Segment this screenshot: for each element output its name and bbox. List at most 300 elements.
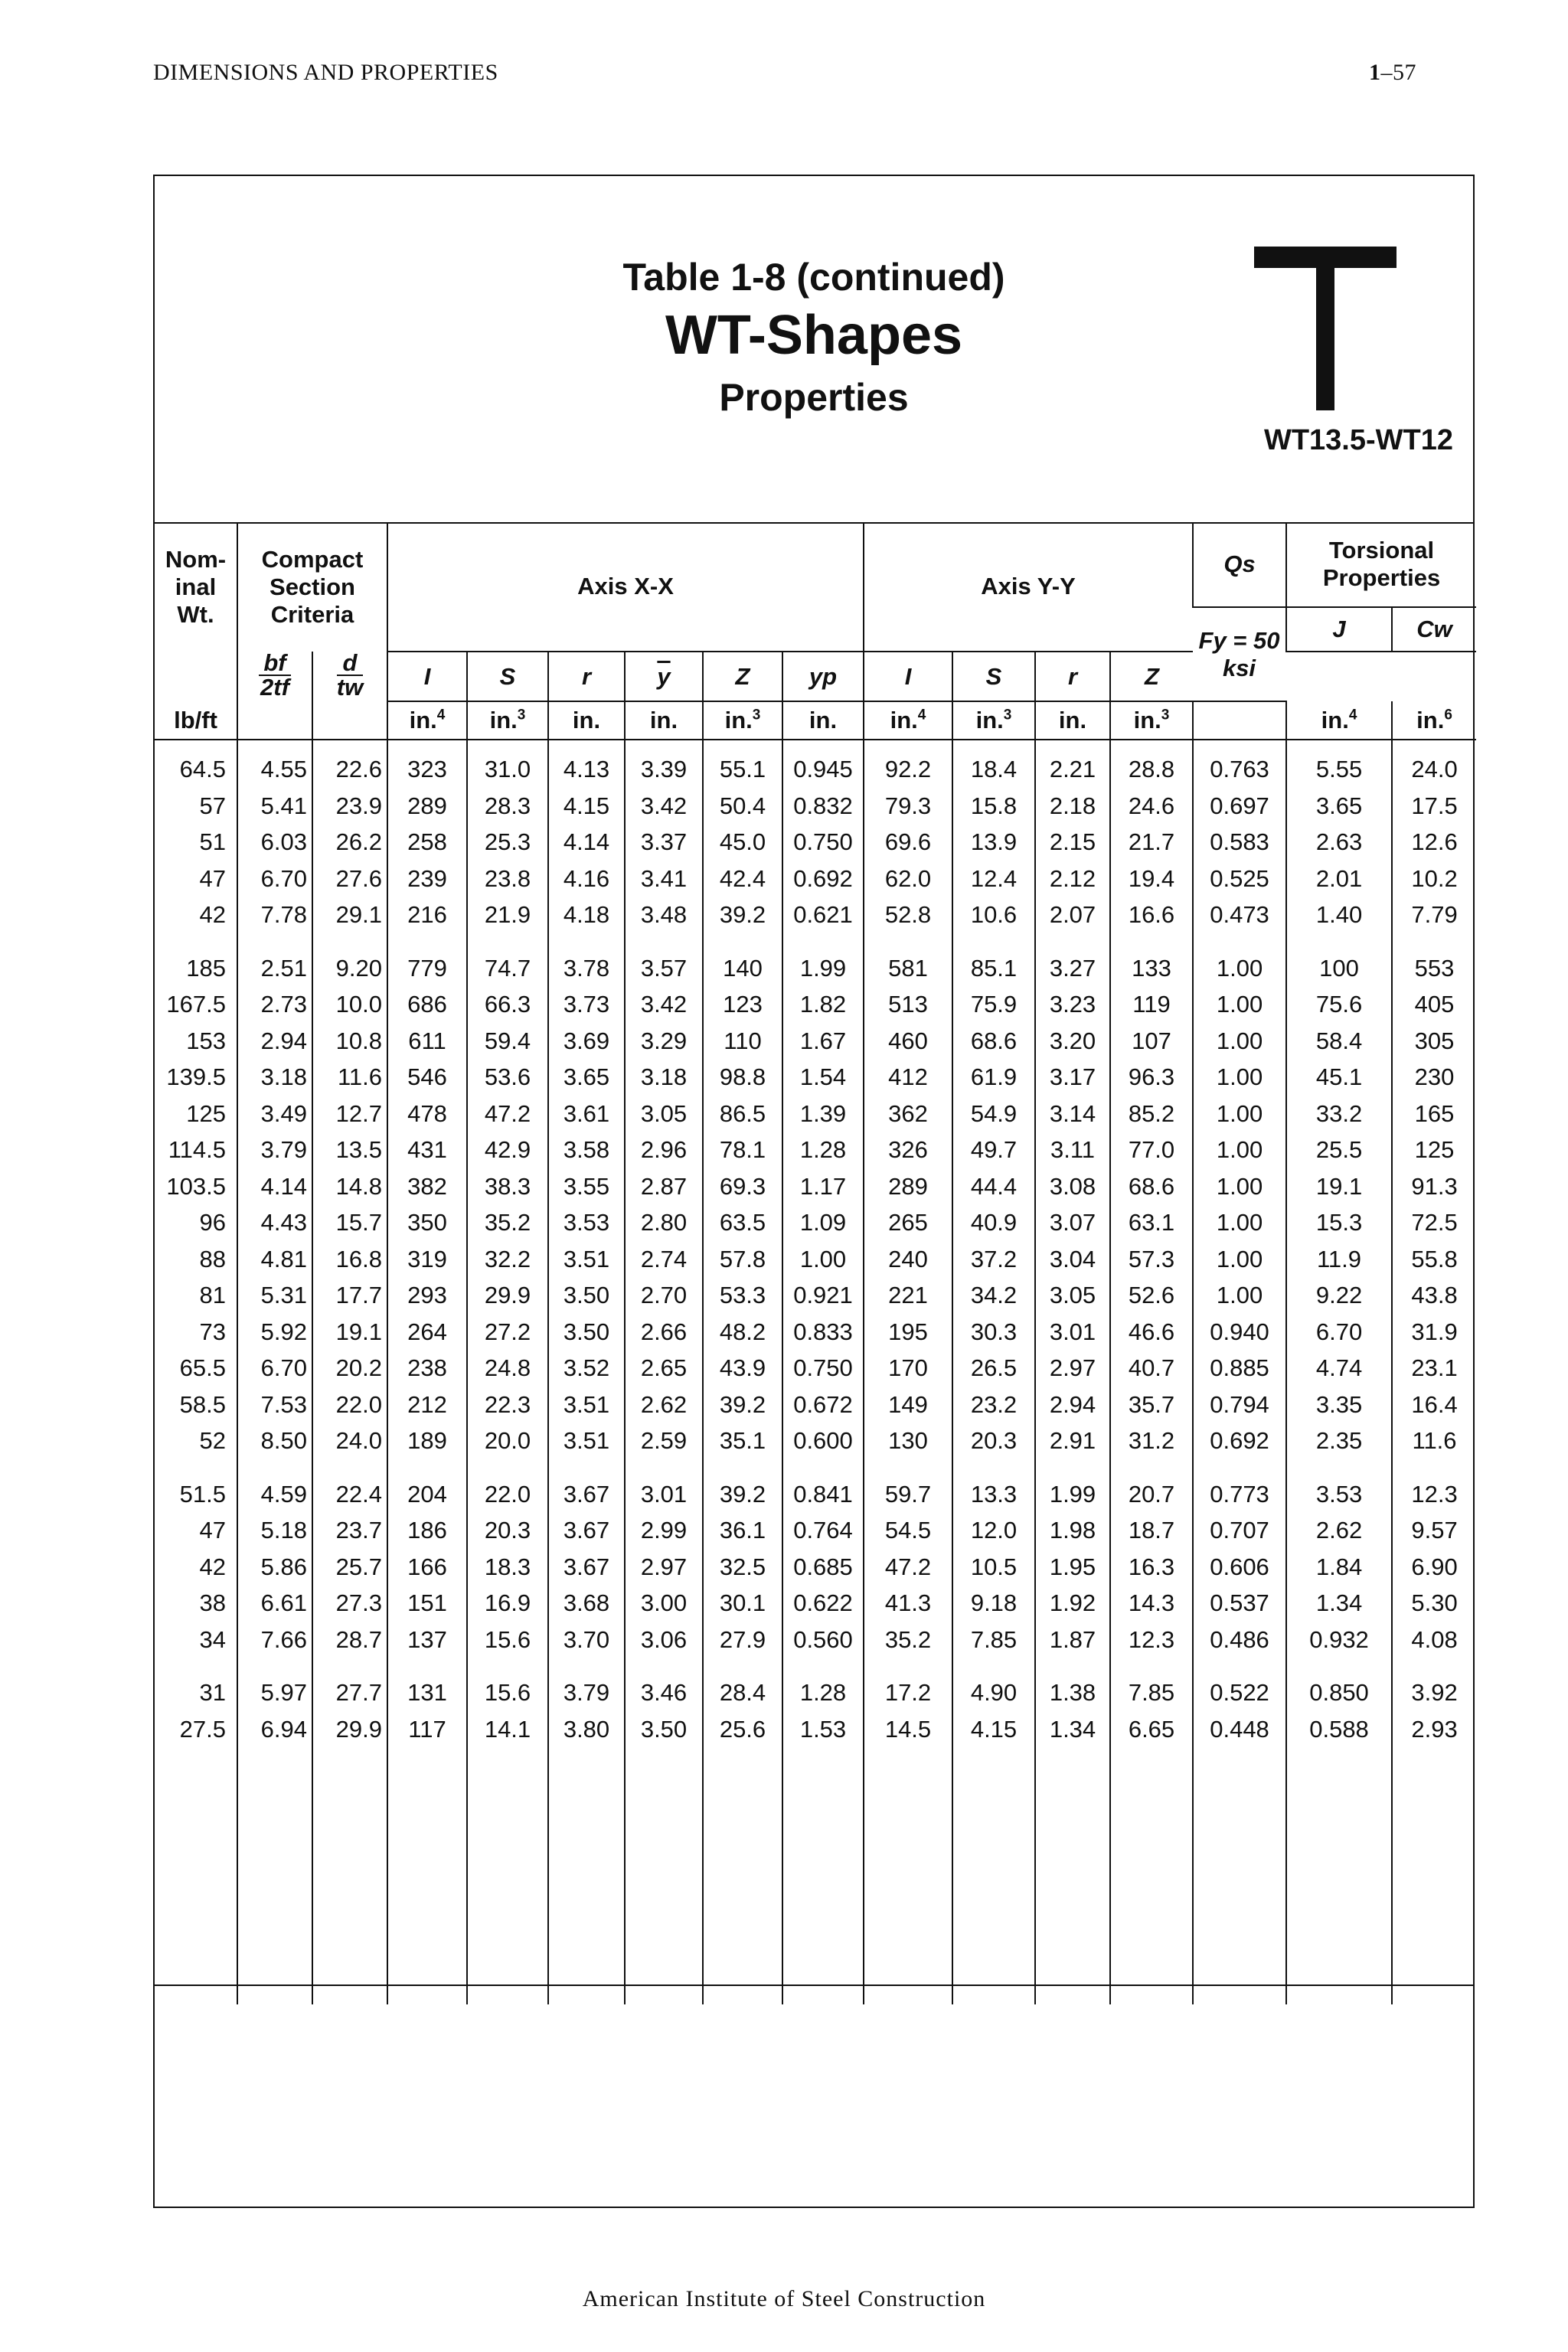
- table-cell: 35.7: [1110, 1387, 1193, 1423]
- table-cell: 2.73: [237, 986, 312, 1023]
- table-cell: 221: [864, 1277, 952, 1314]
- table-cell: 63.5: [703, 1204, 782, 1241]
- table-row: [155, 1059, 1476, 1096]
- table-cell: 1.00: [1193, 1096, 1286, 1132]
- table-cell: 22.6: [312, 751, 387, 788]
- shape-range: WT13.5-WT12: [1263, 424, 1453, 456]
- table-cell: 3.41: [625, 861, 703, 897]
- table-cell: 460: [864, 1023, 952, 1060]
- table-cell: 2.51: [237, 950, 312, 987]
- table-cell: 42.4: [703, 861, 782, 897]
- table-cell: 17.2: [864, 1674, 952, 1711]
- table-cell: 546: [387, 1059, 467, 1096]
- table-cell: 47: [199, 1517, 226, 1544]
- unit-in: in.: [782, 701, 864, 740]
- table-cell: 289: [387, 788, 467, 825]
- table-cell: 140: [703, 950, 782, 987]
- table-cell: 119: [1110, 986, 1193, 1023]
- table-cell: 29.9: [467, 1277, 548, 1314]
- table-row: [155, 751, 1476, 788]
- table-cell: 23.9: [312, 788, 387, 825]
- table-cell: 96: [199, 1209, 226, 1236]
- table-cell: 5.30: [1392, 1585, 1476, 1622]
- table-cell: 2.65: [625, 1350, 703, 1387]
- table-cell: 2.97: [625, 1549, 703, 1586]
- table-cell: 5.18: [237, 1512, 312, 1549]
- table-row: [155, 1277, 1476, 1314]
- units-row: [155, 701, 1476, 740]
- table-cell: 189: [387, 1423, 467, 1459]
- table-cell: 581: [864, 950, 952, 987]
- table-cell: 53.6: [467, 1059, 548, 1096]
- col-rx: r: [548, 652, 625, 701]
- table-cell: 137: [387, 1622, 467, 1658]
- table-cell: 0.763: [1193, 751, 1286, 788]
- table-cell: 4.74: [1286, 1350, 1392, 1387]
- table-row: [155, 1387, 1476, 1423]
- table-cell: 12.3: [1110, 1622, 1193, 1658]
- table-cell: 1.28: [782, 1132, 864, 1168]
- table-cell: 3.00: [625, 1585, 703, 1622]
- table-cell: 12.0: [952, 1512, 1035, 1549]
- table-cell: 12.3: [1392, 1476, 1476, 1513]
- table-cell: 59.4: [467, 1023, 548, 1060]
- table-cell: 23.2: [952, 1387, 1035, 1423]
- table-cell: 0.672: [782, 1387, 864, 1423]
- table-cell: 28.4: [703, 1674, 782, 1711]
- table-cell: 23.1: [1392, 1350, 1476, 1387]
- table-cell: 0.773: [1193, 1476, 1286, 1513]
- unit-blank-3: [312, 701, 387, 740]
- table-cell: 3.68: [548, 1585, 625, 1622]
- table-cell: 3.65: [1286, 788, 1392, 825]
- table-cell: 28.8: [1110, 751, 1193, 788]
- table-cell: 2.62: [1286, 1512, 1392, 1549]
- table-cell: 14.1: [467, 1711, 548, 1748]
- table-cell: 6.65: [1110, 1711, 1193, 1748]
- table-cell: 0.522: [1193, 1674, 1286, 1711]
- table-cell: 74.7: [467, 950, 548, 987]
- table-cell: 40.9: [952, 1204, 1035, 1241]
- table-cell: 35.1: [703, 1423, 782, 1459]
- table-cell: 1.40: [1286, 897, 1392, 933]
- table-cell: 64.5: [179, 756, 226, 782]
- table-cell: 18.4: [952, 751, 1035, 788]
- table-cell: 27.6: [312, 861, 387, 897]
- table-cell: 3.17: [1035, 1059, 1110, 1096]
- table-cell: 0.588: [1286, 1711, 1392, 1748]
- table-cell: 3.53: [548, 1204, 625, 1241]
- table-cell: 8.50: [237, 1423, 312, 1459]
- table-cell: 31: [199, 1679, 226, 1706]
- table-cell: 61.9: [952, 1059, 1035, 1096]
- table-cell: 686: [387, 986, 467, 1023]
- col-sy: S: [952, 652, 1035, 701]
- col-torsional: Torsional Properties: [1286, 522, 1476, 607]
- table-cell: 2.66: [625, 1314, 703, 1351]
- table-cell: 15.8: [952, 788, 1035, 825]
- table-cell: 6.90: [1392, 1549, 1476, 1586]
- table-cell: 3.78: [548, 950, 625, 987]
- table-cell: 230: [1392, 1059, 1476, 1096]
- table-cell: 5.97: [237, 1674, 312, 1711]
- table-cell: 412: [864, 1059, 952, 1096]
- table-cell: 75.9: [952, 986, 1035, 1023]
- table-cell: 25.6: [703, 1711, 782, 1748]
- table-cell: 3.35: [1286, 1387, 1392, 1423]
- table-cell: 9.57: [1392, 1512, 1476, 1549]
- table-cell: 23.7: [312, 1512, 387, 1549]
- table-cell: 6.03: [237, 824, 312, 861]
- table-cell: 195: [864, 1314, 952, 1351]
- table-cell: 4.16: [548, 861, 625, 897]
- table-cell: 0.885: [1193, 1350, 1286, 1387]
- table-cell: 3.39: [625, 751, 703, 788]
- table-cell: 59.7: [864, 1476, 952, 1513]
- table-row: [155, 1476, 1476, 1513]
- unit-in3: in.$^3$: [1110, 701, 1193, 740]
- table-row: [155, 1423, 1476, 1459]
- table-row: [155, 1314, 1476, 1351]
- table-cell: 18.3: [467, 1549, 548, 1586]
- table-cell: 2.15: [1035, 824, 1110, 861]
- table-cell: 42: [199, 1553, 226, 1580]
- table-cell: 3.51: [548, 1387, 625, 1423]
- table-cell: 19.4: [1110, 861, 1193, 897]
- table-cell: 27.3: [312, 1585, 387, 1622]
- table-cell: 2.91: [1035, 1423, 1110, 1459]
- table-cell: 0.932: [1286, 1622, 1392, 1658]
- table-cell: 170: [864, 1350, 952, 1387]
- table-cell: 2.62: [625, 1387, 703, 1423]
- table-cell: 37.2: [952, 1241, 1035, 1278]
- table-cell: 6.61: [237, 1585, 312, 1622]
- table-cell: 553: [1392, 950, 1476, 987]
- table-cell: 41.3: [864, 1585, 952, 1622]
- table-cell: 0.841: [782, 1476, 864, 1513]
- table-cell: 35.2: [864, 1622, 952, 1658]
- table-cell: 1.00: [782, 1241, 864, 1278]
- table-cell: 77.0: [1110, 1132, 1193, 1168]
- table-row: [155, 1711, 1476, 1748]
- table-cell: 114.5: [168, 1136, 226, 1163]
- table-cell: 30.3: [952, 1314, 1035, 1351]
- col-iy: I: [864, 652, 952, 701]
- table-filler: [155, 1747, 1476, 2004]
- table-cell: 1.00: [1193, 1059, 1286, 1096]
- table-cell: 3.27: [1035, 950, 1110, 987]
- table-cell: 17.5: [1392, 788, 1476, 825]
- table-cell: 1.38: [1035, 1674, 1110, 1711]
- table-cell: 5.41: [237, 788, 312, 825]
- table-cell: 22.3: [467, 1387, 548, 1423]
- unit-blank: [155, 652, 237, 701]
- table-cell: 66.3: [467, 986, 548, 1023]
- unit-in4: in.$^4$: [1286, 701, 1392, 740]
- table-cell: 3.50: [548, 1277, 625, 1314]
- table-cell: 20.3: [467, 1512, 548, 1549]
- table-cell: 3.61: [548, 1096, 625, 1132]
- table-cell: 21.9: [467, 897, 548, 933]
- running-head: [153, 60, 1416, 90]
- table-cell: 43.8: [1392, 1277, 1476, 1314]
- col-cw: Cw: [1392, 607, 1476, 652]
- table-cell: 1.67: [782, 1023, 864, 1060]
- table-cell: 27.7: [312, 1674, 387, 1711]
- table-cell: 3.18: [625, 1059, 703, 1096]
- table-row: [155, 788, 1476, 825]
- unit-in4: in.$^4$: [387, 701, 467, 740]
- table-cell: 5.55: [1286, 751, 1392, 788]
- table-cell: 779: [387, 950, 467, 987]
- table-cell: 3.70: [548, 1622, 625, 1658]
- table-cell: 20.3: [952, 1423, 1035, 1459]
- table-cell: 3.05: [625, 1096, 703, 1132]
- publisher-footer: American Institute of Steel Construction: [582, 2286, 986, 2311]
- properties-table: [155, 522, 1476, 2004]
- table-cell: 7.85: [1110, 1674, 1193, 1711]
- table-cell: 5.86: [237, 1549, 312, 1586]
- table-cell: 39.2: [703, 897, 782, 933]
- table-cell: 24.0: [1392, 751, 1476, 788]
- table-cell: 3.23: [1035, 986, 1110, 1023]
- table-cell: 4.59: [237, 1476, 312, 1513]
- table-cell: 289: [864, 1168, 952, 1205]
- table-cell: 38: [199, 1589, 226, 1616]
- table-cell: 15.7: [312, 1204, 387, 1241]
- table-cell: 62.0: [864, 861, 952, 897]
- table-cell: 52.6: [1110, 1277, 1193, 1314]
- col-ry: r: [1035, 652, 1110, 701]
- table-cell: 1.34: [1035, 1711, 1110, 1748]
- table-cell: 3.04: [1035, 1241, 1110, 1278]
- table-row: [155, 861, 1476, 897]
- table-cell: 14.5: [864, 1711, 952, 1748]
- table-cell: 3.48: [625, 897, 703, 933]
- table-cell: 3.50: [548, 1314, 625, 1351]
- table-cell: 1.00: [1193, 1168, 1286, 1205]
- table-cell: 0.600: [782, 1423, 864, 1459]
- table-cell: 2.94: [237, 1023, 312, 1060]
- table-cell: 3.11: [1035, 1132, 1110, 1168]
- table-cell: 52.8: [864, 897, 952, 933]
- table-cell: 45.0: [703, 824, 782, 861]
- table-cell: 3.50: [625, 1711, 703, 1748]
- table-cell: 0.692: [1193, 1423, 1286, 1459]
- table-cell: 1.53: [782, 1711, 864, 1748]
- table-cell: 9.18: [952, 1585, 1035, 1622]
- table-row: [155, 897, 1476, 933]
- table-cell: 240: [864, 1241, 952, 1278]
- table-cell: 238: [387, 1350, 467, 1387]
- table-cell: 110: [703, 1023, 782, 1060]
- table-cell: 85.1: [952, 950, 1035, 987]
- table-cell: 31.0: [467, 751, 548, 788]
- table-cell: 405: [1392, 986, 1476, 1023]
- table-cell: 53.3: [703, 1277, 782, 1314]
- table-cell: 212: [387, 1387, 467, 1423]
- table-cell: 3.42: [625, 986, 703, 1023]
- table-cell: 2.21: [1035, 751, 1110, 788]
- table-cell: 15.6: [467, 1622, 548, 1658]
- table-cell: 131: [387, 1674, 467, 1711]
- table-body: [155, 740, 1476, 2004]
- table-cell: 24.6: [1110, 788, 1193, 825]
- row-gap: [155, 933, 1476, 950]
- table-cell: 3.53: [1286, 1476, 1392, 1513]
- col-axis-yy: Axis Y-Y: [864, 522, 1193, 652]
- table-cell: 58.4: [1286, 1023, 1392, 1060]
- table-cell: 13.3: [952, 1476, 1035, 1513]
- table-cell: 14.3: [1110, 1585, 1193, 1622]
- table-cell: 0.621: [782, 897, 864, 933]
- table-cell: 1.87: [1035, 1622, 1110, 1658]
- table-cell: 16.4: [1392, 1387, 1476, 1423]
- unit-in6: in.$^6$: [1392, 701, 1476, 740]
- table-cell: 79.3: [864, 788, 952, 825]
- table-cell: 31.2: [1110, 1423, 1193, 1459]
- table-cell: 96.3: [1110, 1059, 1193, 1096]
- table-cell: 3.80: [548, 1711, 625, 1748]
- table-cell: 22.0: [312, 1387, 387, 1423]
- table-cell: 46.6: [1110, 1314, 1193, 1351]
- row-gap: [155, 740, 1476, 751]
- table-cell: 40.7: [1110, 1350, 1193, 1387]
- table-cell: 130: [864, 1423, 952, 1459]
- table-cell: 0.525: [1193, 861, 1286, 897]
- table-cell: 2.07: [1035, 897, 1110, 933]
- table-cell: 55.8: [1392, 1241, 1476, 1278]
- table-cell: 0.940: [1193, 1314, 1286, 1351]
- table-cell: 1.84: [1286, 1549, 1392, 1586]
- table-cell: 264: [387, 1314, 467, 1351]
- table-cell: 26.5: [952, 1350, 1035, 1387]
- table-cell: 69.3: [703, 1168, 782, 1205]
- table-cell: 258: [387, 824, 467, 861]
- table-row: [155, 1168, 1476, 1205]
- table-cell: 125: [186, 1099, 226, 1127]
- table-cell: 478: [387, 1096, 467, 1132]
- table-cell: 4.14: [237, 1168, 312, 1205]
- table-cell: 186: [387, 1512, 467, 1549]
- table-cell: 3.57: [625, 950, 703, 987]
- table-cell: 27.9: [703, 1622, 782, 1658]
- table-cell: 78.1: [703, 1132, 782, 1168]
- table-cell: 0.606: [1193, 1549, 1286, 1586]
- table-cell: 28.3: [467, 788, 548, 825]
- table-cell: 293: [387, 1277, 467, 1314]
- table-cell: 0.537: [1193, 1585, 1286, 1622]
- title-area: [155, 176, 1473, 524]
- table-cell: 20.7: [1110, 1476, 1193, 1513]
- table-cell: 42.9: [467, 1132, 548, 1168]
- table-cell: 1.99: [1035, 1476, 1110, 1513]
- table-cell: 11.6: [312, 1059, 387, 1096]
- table-cell: 33.2: [1286, 1096, 1392, 1132]
- table-cell: 17.7: [312, 1277, 387, 1314]
- table-cell: 11.6: [1392, 1423, 1476, 1459]
- table-cell: 2.35: [1286, 1423, 1392, 1459]
- table-cell: 3.08: [1035, 1168, 1110, 1205]
- table-cell: 3.52: [548, 1350, 625, 1387]
- col-qs: Qs: [1193, 522, 1286, 607]
- table-cell: 47: [199, 864, 226, 892]
- table-cell: 24.0: [312, 1423, 387, 1459]
- table-cell: 36.1: [703, 1512, 782, 1549]
- table-row: [155, 1622, 1476, 1658]
- table-cell: 57.3: [1110, 1241, 1193, 1278]
- table-cell: 15.3: [1286, 1204, 1392, 1241]
- table-cell: 32.2: [467, 1241, 548, 1278]
- table-cell: 319: [387, 1241, 467, 1278]
- table-cell: 13.5: [312, 1132, 387, 1168]
- table-cell: 1.00: [1193, 950, 1286, 987]
- table-cell: 149: [864, 1387, 952, 1423]
- table-cell: 3.79: [548, 1674, 625, 1711]
- table-cell: 85.2: [1110, 1096, 1193, 1132]
- table-cell: 10.6: [952, 897, 1035, 933]
- table-row: [155, 1132, 1476, 1168]
- table-cell: 57.8: [703, 1241, 782, 1278]
- table-cell: 265: [864, 1204, 952, 1241]
- unit-lbft: lb/ft: [155, 701, 237, 740]
- page-number: 1–57: [1369, 60, 1416, 85]
- table-row: [155, 950, 1476, 987]
- table-cell: 32.5: [703, 1549, 782, 1586]
- table-row: [155, 1096, 1476, 1132]
- table-cell: 29.1: [312, 897, 387, 933]
- table-cell: 3.01: [1035, 1314, 1110, 1351]
- table-cell: 117: [387, 1711, 467, 1748]
- table-cell: 24.8: [467, 1350, 548, 1387]
- table-cell: 3.67: [548, 1512, 625, 1549]
- table-cell: 35.2: [467, 1204, 548, 1241]
- row-gap: [155, 1658, 1476, 1674]
- col-fy: Fy = 50 ksi: [1193, 607, 1286, 701]
- table-cell: 31.9: [1392, 1314, 1476, 1351]
- table-cell: 5.92: [237, 1314, 312, 1351]
- table-cell: 0.833: [782, 1314, 864, 1351]
- table-cell: 68.6: [952, 1023, 1035, 1060]
- table-cell: 69.6: [864, 824, 952, 861]
- table-cell: 58.5: [179, 1390, 226, 1418]
- table-cell: 3.65: [548, 1059, 625, 1096]
- table-cell: 3.18: [237, 1059, 312, 1096]
- col-zx: Z: [703, 652, 782, 701]
- table-cell: 10.8: [312, 1023, 387, 1060]
- table-cell: 1.00: [1193, 1023, 1286, 1060]
- table-row: [155, 1674, 1476, 1711]
- table-cell: 2.80: [625, 1204, 703, 1241]
- col-yp: yp: [782, 652, 864, 701]
- table-cell: 0.750: [782, 824, 864, 861]
- table-cell: 4.90: [952, 1674, 1035, 1711]
- table-cell: 21.7: [1110, 824, 1193, 861]
- col-j: J: [1286, 607, 1392, 652]
- table-cell: 75.6: [1286, 986, 1392, 1023]
- table-cell: 1.28: [782, 1674, 864, 1711]
- table-cell: 48.2: [703, 1314, 782, 1351]
- table-cell: 20.2: [312, 1350, 387, 1387]
- table-cell: 3.73: [548, 986, 625, 1023]
- table-cell: 12.4: [952, 861, 1035, 897]
- table-cell: 2.93: [1392, 1711, 1476, 1748]
- table-cell: 3.58: [548, 1132, 625, 1168]
- table-cell: 28.7: [312, 1622, 387, 1658]
- table-subtitle: Properties: [719, 376, 909, 419]
- table-cell: 239: [387, 861, 467, 897]
- table-cell: 11.9: [1286, 1241, 1392, 1278]
